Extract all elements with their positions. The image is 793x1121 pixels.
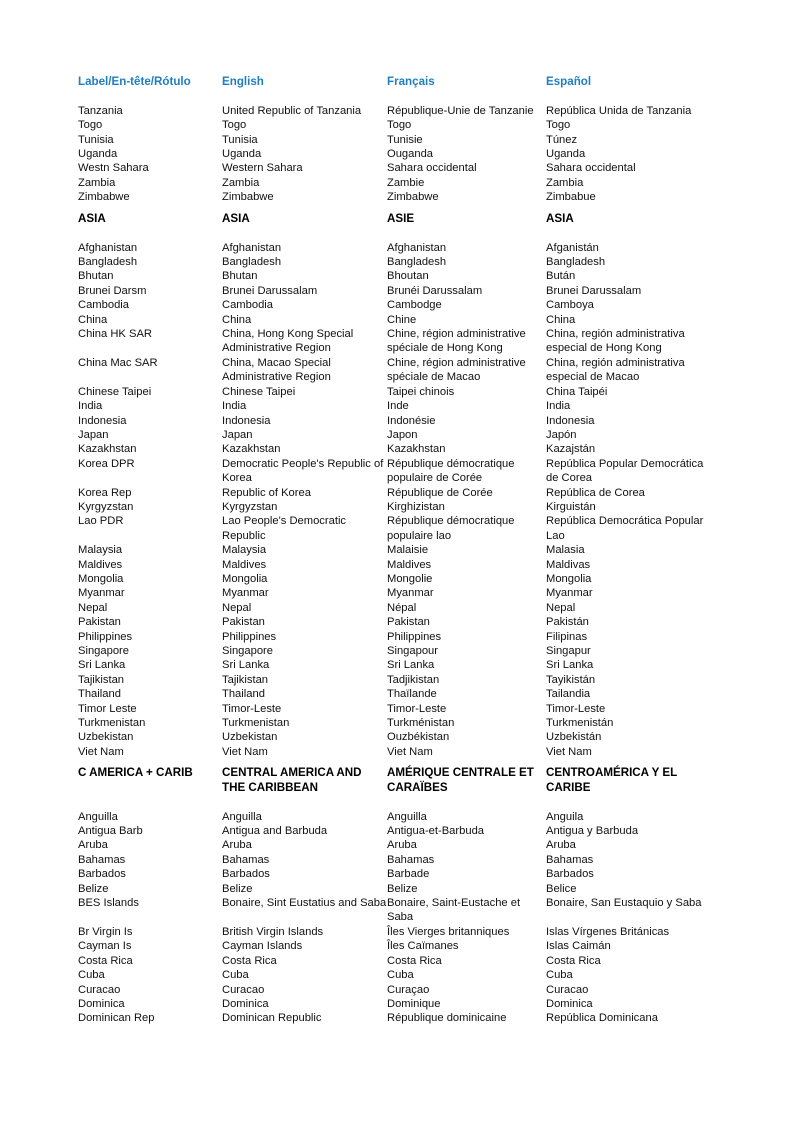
label-cell: Kyrgyzstan [78,500,134,513]
english-cell: Mongolia [222,572,268,585]
table-row [78,133,718,147]
spanish-cell: Viet Nam [546,745,592,758]
french-cell: Tadjikistan [387,673,440,686]
french-cell: Antigua-et-Barbuda [387,825,485,838]
english-cell: Indonesia [222,414,271,427]
spanish-cell: Anguila [546,810,584,823]
spacer-row [78,205,718,212]
table-row [78,882,718,896]
spanish-cell: Brunei Darussalam [546,284,642,297]
table-row [78,269,718,283]
english-cell: Pakistan [222,616,265,629]
spanish-cell: República de Corea [546,486,645,499]
spanish-cell: Bahamas [546,853,594,866]
english-cell: Zimbabwe [222,191,274,204]
table-row [78,896,718,925]
table-row [78,313,718,327]
table-row [78,658,718,672]
french-cell: Philippines [387,630,442,643]
label-cell: Zimbabwe [78,191,130,204]
english-cell: Tajikistan [222,673,269,686]
french-cell: Japon [387,428,418,441]
table-row [78,983,718,997]
table-row [78,399,718,413]
table-row [78,586,718,600]
english-cell: English [222,75,264,88]
french-cell: Îles Caïmanes [387,940,459,953]
english-cell: Republic of Korea [222,486,311,499]
spanish-cell: Bután [546,270,576,283]
french-cell: Barbade [387,868,430,881]
english-cell: Curacao [222,983,265,996]
label-cell: Chinese Taipei [78,385,152,398]
spanish-cell: Barbados [546,868,594,881]
label-cell: China [78,313,108,326]
spanish-cell: Tailandia [546,688,591,701]
spanish-cell: Tayikistán [546,673,596,686]
french-cell: Pakistan [387,616,430,629]
table-row [78,486,718,500]
label-cell: Myanmar [78,587,125,600]
label-cell: Tajikistan [78,673,125,686]
column-header-row [78,75,718,89]
table-row [78,838,718,852]
table-row [78,457,718,486]
spanish-cell: Japón [546,428,577,441]
french-cell: République-Unie de Tanzanie [387,104,534,117]
english-cell: Maldives [222,558,267,571]
english-cell: Zambia [222,176,260,189]
label-cell: Antigua Barb [78,825,143,838]
label-cell: Thailand [78,688,121,701]
table-row [78,997,718,1011]
spanish-cell: Togo [546,119,571,132]
label-cell: Dominica [78,997,125,1010]
english-cell: China, Hong Kong Special Administrative Region [222,328,354,355]
english-cell: Anguilla [222,810,262,823]
spanish-cell: República Popular Democrática de Corea [546,457,704,485]
english-cell: Tunisia [222,133,258,146]
english-cell: Malaysia [222,544,267,557]
spanish-cell: Bangladesh [546,256,606,269]
table-row [78,810,718,824]
label-cell: Zambia [78,176,116,189]
spanish-cell: República Dominicana [546,1012,658,1025]
french-cell: Chine [387,313,417,326]
french-cell: République démocratique populaire de Corée [387,457,515,485]
english-cell: Antigua and Barbuda [222,825,328,838]
label-cell: Singapore [78,645,130,657]
english-cell: Aruba [222,839,252,852]
label-cell: Kazakhstan [78,443,137,456]
spanish-cell: Nepal [546,601,576,614]
english-cell: Togo [222,119,247,132]
french-cell: Malaisie [387,544,429,557]
english-cell: Thailand [222,688,265,701]
table-row [78,572,718,586]
table-row [78,442,718,456]
english-cell: Barbados [222,868,270,881]
label-cell: C AMERICA + CARIB [78,766,193,780]
spanish-cell: Islas Vírgenes Británicas [546,925,670,938]
label-cell: Costa Rica [78,954,133,967]
table-row [78,939,718,953]
label-cell: Cuba [78,969,105,982]
english-cell: British Virgin Islands [222,925,324,938]
label-cell: Nepal [78,601,108,614]
spanish-cell: Antigua y Barbuda [546,825,639,838]
english-cell: CENTRAL AMERICA AND THE CARIBBEAN [222,766,362,794]
french-cell: Zimbabwe [387,191,439,204]
label-cell: Cambodia [78,299,129,312]
french-cell: Mongolie [387,572,433,585]
table-row [78,702,718,716]
french-cell: Thaïlande [387,688,437,701]
english-cell: Democratic People's Republic of Korea [222,457,384,485]
label-cell: India [78,400,103,413]
spanish-cell: Sahara occidental [546,162,636,175]
french-cell: République de Corée [387,486,493,499]
table-row [78,176,718,190]
french-cell: Taipei chinois [387,385,455,398]
table-row [78,161,718,175]
english-cell: Lao People's Democratic Republic [222,515,347,542]
english-cell: India [222,400,247,413]
french-cell: République démocratique populaire lao [387,515,515,542]
english-cell: China, Macao Special Administrative Region [222,356,331,384]
label-cell: Viet Nam [78,745,124,758]
label-cell: Uganda [78,148,118,161]
english-cell: Japan [222,428,253,441]
spanish-cell: Malasia [546,544,585,557]
french-cell: AMÉRIQUE CENTRALE ET CARAÏBES [387,766,534,794]
french-cell: Afghanistan [387,241,447,254]
french-cell: Cuba [387,969,414,982]
french-cell: Inde [387,400,409,413]
table-row [78,255,718,269]
label-cell: Malaysia [78,544,123,557]
french-cell: Cambodge [387,299,442,312]
english-cell: Viet Nam [222,745,268,758]
french-cell: Myanmar [387,587,434,600]
spanish-cell: Afganistán [546,241,599,254]
spanish-cell: Singapur [546,645,591,657]
label-cell: Lao PDR [78,515,124,528]
french-cell: Timor-Leste [387,702,447,715]
english-cell: China [222,313,252,326]
spanish-cell: India [546,400,571,413]
label-cell: Togo [78,119,103,132]
label-cell: Japan [78,428,109,441]
table-row [78,673,718,687]
label-cell: Maldives [78,558,123,571]
spanish-cell: Cuba [546,969,573,982]
english-cell: Afghanistan [222,241,282,254]
spanish-cell: Belice [546,882,577,895]
french-cell: Tunisie [387,133,423,146]
english-cell: Bangladesh [222,256,282,269]
spanish-cell: Myanmar [546,587,593,600]
label-cell: Aruba [78,839,108,852]
english-cell: Bahamas [222,853,270,866]
label-cell: Anguilla [78,810,118,823]
table-row [78,356,718,385]
country-name-table [78,75,718,1026]
table-row [78,385,718,399]
french-cell: Chine, région administrative spéciale de Hong Kong [387,328,526,355]
spanish-cell: ASIA [546,211,574,225]
spacer-row [78,759,718,766]
label-cell: Dominican Rep [78,1012,155,1025]
table-row [78,925,718,939]
french-cell: Belize [387,882,418,895]
label-cell: Brunei Darsm [78,284,147,297]
table-row [78,284,718,298]
label-cell: Westn Sahara [78,162,149,175]
spanish-cell: China, región administrativa especial de Hong Kong [546,328,685,355]
label-cell: Philippines [78,630,133,643]
table-row [78,630,718,644]
spacer-row [78,89,718,103]
label-cell: Br Virgin Is [78,925,133,938]
spanish-cell: China [546,313,576,326]
french-cell: Costa Rica [387,954,442,967]
spanish-cell: Uzbekistán [546,731,602,744]
french-cell: Kazakhstan [387,443,446,456]
french-cell: Brunéi Darussalam [387,284,483,297]
english-cell: Singapore [222,645,274,657]
label-cell: Korea DPR [78,457,135,470]
spanish-cell: Costa Rica [546,954,601,967]
label-cell: Bangladesh [78,256,138,269]
french-cell: Singapour [387,645,439,657]
spanish-cell: Aruba [546,839,576,852]
english-cell: Uzbekistan [222,731,278,744]
spanish-cell: Curacao [546,983,589,996]
french-cell: Sri Lanka [387,659,435,672]
label-cell: Timor Leste [78,702,137,715]
french-cell: Zambie [387,176,425,189]
english-cell: ASIA [222,211,250,225]
label-cell: Korea Rep [78,486,132,499]
label-cell: Cayman Is [78,940,132,953]
label-cell: Turkmenistan [78,717,146,730]
french-cell: Dominique [387,997,441,1010]
spanish-cell: Zambia [546,176,584,189]
table-row [78,327,718,356]
label-cell: Label/En-tête/Rótulo [78,75,191,88]
section-header-central-america-caribbean [78,766,718,795]
english-cell: Bhutan [222,270,258,283]
english-cell: Brunei Darussalam [222,284,318,297]
table-row [78,824,718,838]
table-row [78,241,718,255]
label-cell: Bhutan [78,270,114,283]
label-cell: Tanzania [78,104,123,117]
french-cell: Bhoutan [387,270,429,283]
label-cell: BES Islands [78,897,139,910]
french-cell: Maldives [387,558,432,571]
label-cell: Afghanistan [78,241,138,254]
spanish-cell: República Democrática Popular Lao [546,515,704,542]
french-cell: Bangladesh [387,256,447,269]
french-cell: Sahara occidental [387,162,477,175]
table-row [78,954,718,968]
english-cell: Cayman Islands [222,940,303,953]
english-cell: Western Sahara [222,162,303,175]
english-cell: Belize [222,882,253,895]
table-row [78,558,718,572]
spanish-cell: Zimbabue [546,191,596,204]
french-cell: Togo [387,119,412,132]
table-row [78,543,718,557]
label-cell: Mongolia [78,572,124,585]
label-cell: Bahamas [78,853,126,866]
english-cell: Costa Rica [222,954,277,967]
spanish-cell: Español [546,75,592,88]
label-cell: Sri Lanka [78,659,126,672]
french-cell: Bonaire, Saint-Eustache et Saba [387,897,521,924]
english-cell: Myanmar [222,587,269,600]
label-cell: Barbados [78,868,126,881]
table-row [78,745,718,759]
table-row [78,104,718,118]
table-row [78,687,718,701]
french-cell: Curaçao [387,983,430,996]
table-row [78,716,718,730]
english-cell: Chinese Taipei [222,385,296,398]
english-cell: Bonaire, Sint Eustatius and Saba [222,897,387,910]
label-cell: Curacao [78,983,121,996]
english-cell: United Republic of Tanzania [222,104,362,117]
spanish-cell: CENTROAMÉRICA Y EL CARIBE [546,766,677,794]
french-cell: Îles Vierges britanniques [387,925,510,938]
table-row [78,867,718,881]
table-row [78,1011,718,1025]
english-cell: Timor-Leste [222,702,282,715]
english-cell: Cambodia [222,299,273,312]
table-row [78,298,718,312]
french-cell: Indonésie [387,414,436,427]
label-cell: China HK SAR [78,328,152,341]
spanish-cell: Kirguistán [546,500,596,513]
spanish-cell: China, región administrativa especial de Macao [546,356,685,384]
english-cell: Cuba [222,969,249,982]
french-cell: ASIE [387,211,415,225]
label-cell: Indonesia [78,414,127,427]
table-row [78,414,718,428]
spanish-cell: Filipinas [546,630,588,643]
english-cell: Uganda [222,148,262,161]
table-row [78,190,718,204]
table-row [78,968,718,982]
section-header-asia [78,212,718,226]
table-row [78,514,718,543]
french-cell: Turkménistan [387,717,455,730]
spanish-cell: China Taipéi [546,385,608,398]
french-cell: Bahamas [387,853,435,866]
label-cell: China Mac SAR [78,356,158,369]
french-cell: République dominicaine [387,1012,507,1025]
spanish-cell: Sri Lanka [546,659,594,672]
label-cell: Pakistan [78,616,121,629]
english-cell: Sri Lanka [222,659,270,672]
french-cell: Anguilla [387,810,427,823]
spanish-cell: Bonaire, San Eustaquio y Saba [546,897,702,910]
spanish-cell: Dominica [546,997,593,1010]
table-row [78,644,718,658]
spanish-cell: Pakistán [546,616,589,629]
spanish-cell: Kazajstán [546,443,596,456]
label-cell: ASIA [78,211,106,225]
french-cell: Ouganda [387,148,434,161]
spacer-row [78,795,718,809]
english-cell: Kyrgyzstan [222,500,278,513]
french-cell: Kirghizistan [387,500,445,513]
english-cell: Philippines [222,630,277,643]
spanish-cell: República Unida de Tanzania [546,104,692,117]
spanish-cell: Indonesia [546,414,595,427]
english-cell: Nepal [222,601,252,614]
label-cell: Belize [78,882,109,895]
table-row [78,147,718,161]
english-cell: Kazakhstan [222,443,281,456]
french-cell: Aruba [387,839,417,852]
spanish-cell: Maldivas [546,558,591,571]
spacer-row [78,226,718,240]
spanish-cell: Islas Caimán [546,940,611,953]
english-cell: Turkmenistan [222,717,290,730]
spanish-cell: Timor-Leste [546,702,606,715]
spanish-cell: Camboya [546,299,594,312]
label-cell: Uzbekistan [78,731,134,744]
english-cell: Dominican Republic [222,1012,322,1025]
table-row [78,601,718,615]
table-row [78,118,718,132]
french-cell: Chine, région administrative spéciale de Macao [387,356,526,384]
table-row [78,853,718,867]
french-cell: Népal [387,601,417,614]
spanish-cell: Uganda [546,148,586,161]
spanish-cell: Túnez [546,133,578,146]
english-cell: Dominica [222,997,269,1010]
french-cell: Français [387,75,435,88]
spanish-cell: Mongolia [546,572,592,585]
french-cell: Viet Nam [387,745,433,758]
table-row [78,730,718,744]
table-row [78,500,718,514]
spanish-cell: Turkmenistán [546,717,614,730]
table-row [78,428,718,442]
french-cell: Ouzbékistan [387,731,450,744]
table-row [78,615,718,629]
label-cell: Tunisia [78,133,114,146]
